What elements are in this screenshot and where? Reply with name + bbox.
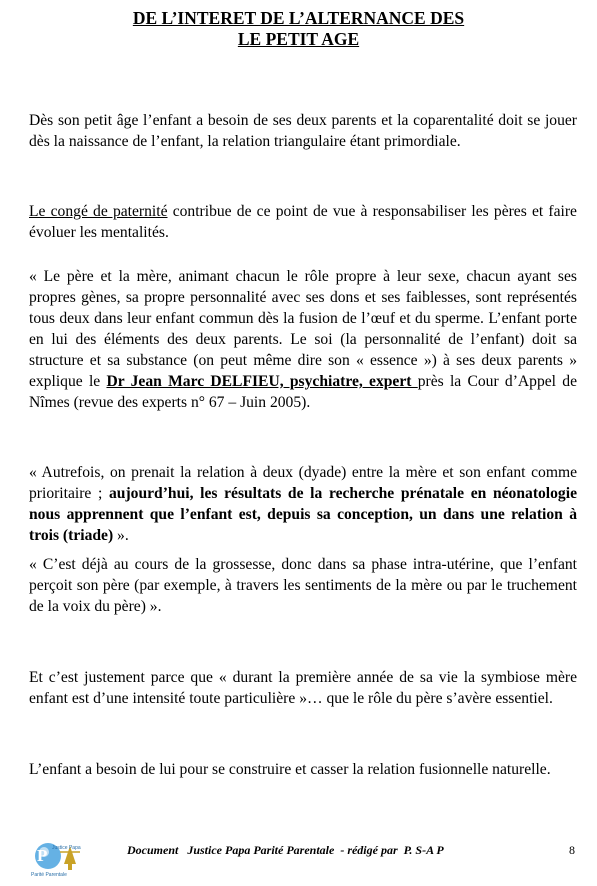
page-title: [0, 8, 597, 50]
author-name: Dr Jean Marc DELFIEU, psychiatre, expert: [106, 373, 418, 390]
paragraph-2: Le congé de paternité contribue de ce point de vue à responsabiliser les pères et faire évoluer les mentalités.: [29, 203, 577, 241]
justice-papa-logo: [30, 840, 88, 878]
logo-text-bottom: Parité Parentale: [31, 872, 67, 878]
paragraph-1: Dès son petit âge l’enfant a besoin de ses deux parents et la coparentalité doit se jouer dès la naissance de l’enfant, la relation triangulaire étant primordiale.: [29, 112, 577, 150]
paragraph-3: « Le père et la mère, animant chacun le rôle propre à leur sexe, chacun ayant ses propres gènes, sa propre personnalité avec ses dons et ses faiblesses, sont représentés tous deux dans leur enfant commun dès la fusion de l’œuf et du sperme. L’enfant porte en lui des éléments des deux parents. Le soi (la personnalité de l’enfant) doit sa structure et sa substance (on peut même dire son « essence ») à ses deux parents » explique le Dr Jean Marc DELFIEU, psychiatre, expert près la Cour d’Appel de Nîmes (revue des experts n° 67 – Juin 2005).: [29, 268, 577, 411]
logo-text-top: Justice Papa: [52, 845, 81, 851]
paragraph-7: L’enfant a besoin de lui pour se construire et casser la relation fusionnelle naturelle.: [29, 761, 551, 778]
footer-document-credit: Document Justice Papa Parité Parentale - rédigé par P. S-A P: [127, 843, 444, 857]
paragraph-6: Et c’est justement parce que « durant la première année de sa vie la symbiose mère enfant est d’une intensité toute particulière »… que le rôle du père s’avère essentiel.: [29, 669, 577, 707]
title-line-1: DE L’INTERET DE L’ALTERNANCE DES: [132, 8, 465, 28]
title-line-2: LE PETIT AGE: [237, 29, 360, 49]
key-finding: aujourd’hui, les résultats de la recherche prénatale en néonatologie nous apprennent que l’enfant est, depuis sa conception, un dans une relation à trois (triade): [29, 485, 577, 544]
svg-text:P: P: [37, 846, 48, 865]
paternity-leave-link-text: Le congé de paternité: [29, 203, 168, 220]
page-footer: [0, 840, 597, 880]
paragraph-5: « C’est déjà au cours de la grossesse, donc dans sa phase intra-utérine, que l’enfant perçoit son père (par exemple, à travers les sentiments de la mère ou par le truchement de la voix du père) ».: [29, 556, 577, 615]
paragraph-4: « Autrefois, on prenait la relation à deux (dyade) entre la mère et son enfant comme prioritaire ; aujourd’hui, les résultats de la recherche prénatale en néonatologie nous apprennent que l’enfant est, depuis sa conception, un dans une relation à trois (triade) ».: [29, 464, 577, 544]
page-number: 8: [569, 843, 575, 857]
